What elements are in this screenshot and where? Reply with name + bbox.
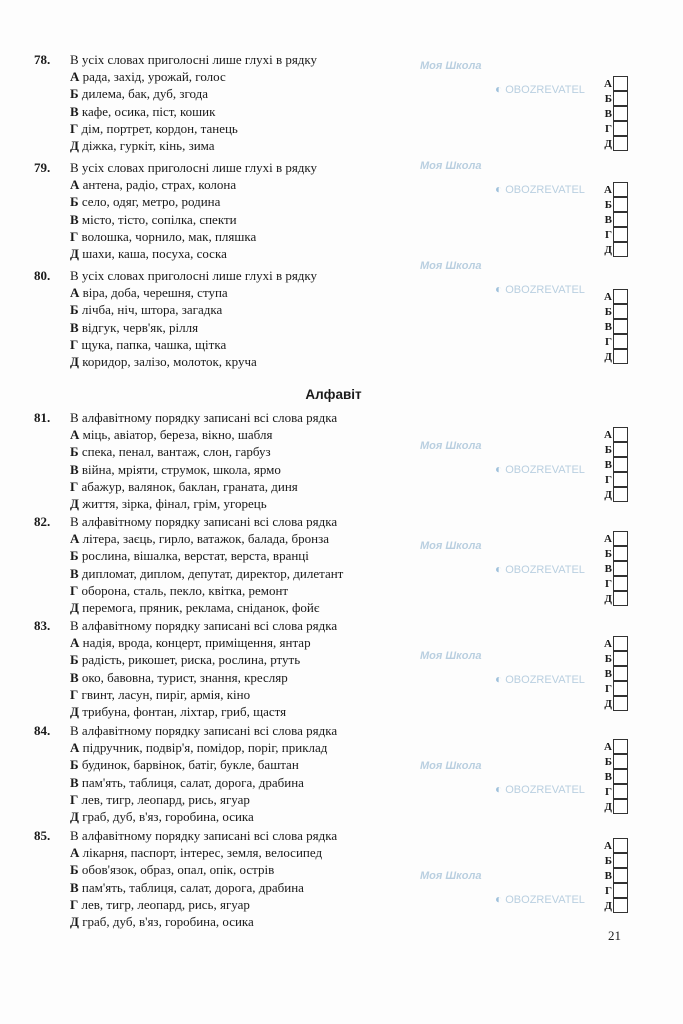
option-letter: Б — [70, 757, 79, 773]
watermark-obozrevatel: ◐ OBOZREVATEL — [495, 782, 585, 796]
option-letter: В — [70, 565, 79, 581]
option-letter: Г — [70, 686, 79, 702]
options-list — [70, 739, 327, 825]
answer-checkbox[interactable] — [613, 289, 628, 304]
answer-row — [602, 487, 628, 502]
option — [70, 913, 322, 930]
option-text: надія, врода, концерт, приміщення, янтар — [79, 635, 311, 651]
option-text: трибуна, фонтан, ліхтар, гриб, щастя — [78, 704, 287, 719]
answer-letter: Б — [604, 547, 612, 560]
question-stem: В алфавітному порядку записані всі слова рядка — [70, 410, 338, 425]
option-text: віра, доба, черешня, ступа — [79, 285, 228, 301]
answer-checkbox[interactable] — [613, 853, 628, 868]
option-text: пам'ять, таблиця, салат, дорога, драбина — [78, 879, 304, 895]
answer-checkbox[interactable] — [613, 91, 628, 106]
answer-checkbox[interactable] — [613, 442, 628, 457]
option-text: волошка, чорнило, мак, пляшка — [78, 228, 257, 244]
answer-letter: Д — [604, 899, 612, 912]
watermark-moya-shkola: Моя Школа — [420, 650, 482, 662]
option — [70, 651, 311, 668]
answer-row — [602, 681, 628, 696]
answer-letter: Б — [604, 755, 612, 768]
answer-letter: Д — [604, 137, 612, 150]
option-letter: Д — [70, 138, 79, 153]
option — [70, 478, 298, 495]
options-list — [70, 530, 343, 616]
answer-letter: Г — [605, 785, 612, 798]
option — [70, 669, 311, 686]
answer-row — [602, 666, 628, 681]
answer-checkbox[interactable] — [613, 591, 628, 606]
option — [70, 861, 322, 878]
option-letter: Г — [70, 228, 79, 244]
option-letter: Г — [70, 336, 79, 352]
option-text: коридор, залізо, молоток, круча — [78, 354, 257, 369]
question-number: 83. — [34, 618, 51, 633]
option — [70, 565, 343, 582]
question-number: 85. — [34, 828, 51, 843]
option-text: антена, радіо, страх, колона — [79, 177, 237, 193]
option-letter: А — [70, 177, 80, 193]
question-stem: В алфавітному порядку записані всі слова рядка — [70, 723, 338, 738]
option — [70, 68, 238, 85]
answer-checkbox[interactable] — [613, 319, 628, 334]
question-stem: В алфавітному порядку записані всі слова рядка — [70, 828, 338, 843]
answer-checkbox[interactable] — [613, 883, 628, 898]
option-text: війна, мріяти, струмок, школа, ярмо — [78, 461, 281, 477]
answer-checkbox[interactable] — [613, 898, 628, 913]
watermark-obozrevatel: ◐ OBOZREVATEL — [495, 82, 585, 96]
options-list — [70, 844, 322, 930]
answer-row — [602, 427, 628, 442]
option-text: лев, тигр, леопард, рись, ягуар — [78, 896, 250, 912]
option — [70, 176, 256, 193]
answer-letter: Д — [604, 243, 612, 256]
answer-row — [602, 242, 628, 257]
option-letter: Б — [70, 302, 79, 318]
answer-row — [602, 754, 628, 769]
answer-letter: В — [604, 869, 612, 882]
answer-row — [602, 546, 628, 561]
answer-checkbox[interactable] — [613, 651, 628, 666]
answer-checkbox[interactable] — [613, 334, 628, 349]
option-text: відгук, черв'як, рілля — [78, 319, 199, 335]
answer-letter: А — [604, 637, 612, 650]
option-letter: В — [70, 879, 79, 895]
option-text: щука, папка, чашка, щітка — [78, 336, 227, 352]
option — [70, 85, 238, 102]
options-list — [70, 634, 311, 720]
answer-letter: А — [604, 77, 612, 90]
option — [70, 353, 257, 370]
option-letter: Г — [70, 120, 79, 136]
option-letter: А — [70, 531, 80, 547]
option-text: оборона, сталь, пекло, квітка, ремонт — [78, 582, 289, 598]
answer-letter: В — [604, 770, 612, 783]
answer-row — [602, 591, 628, 606]
answer-row — [602, 334, 628, 349]
answer-grid — [602, 182, 628, 257]
option — [70, 495, 298, 512]
option-text: радість, рикошет, риска, рослина, ртуть — [78, 652, 301, 668]
option — [70, 301, 257, 318]
answer-letter: Г — [605, 577, 612, 590]
question-stem: В алфавітному порядку записані всі слова рядка — [70, 618, 338, 633]
option-letter: А — [70, 845, 80, 861]
watermark-moya-shkola: Моя Школа — [420, 260, 482, 272]
option — [70, 879, 322, 896]
watermark-obozrevatel: ◐ OBOZREVATEL — [495, 672, 585, 686]
answer-letter: В — [604, 107, 612, 120]
answer-row — [602, 212, 628, 227]
option-text: кафе, осика, піст, кошик — [78, 103, 216, 119]
question-number: 82. — [34, 514, 51, 529]
option-text: діжка, гуркіт, кінь, зима — [78, 138, 215, 153]
answer-checkbox[interactable] — [613, 754, 628, 769]
answer-checkbox[interactable] — [613, 427, 628, 442]
question-stem: В усіх словах приголосні лише глухі в рядку — [70, 268, 318, 283]
option — [70, 547, 343, 564]
answer-row — [602, 898, 628, 913]
option-text: рада, захід, урожай, голос — [79, 69, 226, 85]
option-text: лікарня, паспорт, інтерес, земля, велосипед — [79, 845, 323, 861]
answer-row — [602, 739, 628, 754]
option — [70, 426, 298, 443]
watermark-moya-shkola: Моя Школа — [420, 540, 482, 552]
answer-row — [602, 182, 628, 197]
answer-checkbox[interactable] — [613, 227, 628, 242]
answer-row — [602, 472, 628, 487]
option-text: гвинт, ласун, пиріг, армія, кіно — [78, 686, 251, 702]
answer-row — [602, 576, 628, 591]
option-letter: Д — [70, 354, 79, 369]
answer-letter: Б — [604, 198, 612, 211]
option-text: дім, портрет, кордон, танець — [78, 120, 238, 136]
option-text: дипломат, диплом, депутат, директор, дилетант — [78, 565, 344, 581]
answer-letter: А — [604, 740, 612, 753]
answer-row — [602, 289, 628, 304]
option-text: літера, заєць, гирло, ватажок, балада, бронза — [79, 531, 330, 547]
page-number: 21 — [608, 928, 621, 943]
answer-letter: А — [604, 532, 612, 545]
option — [70, 808, 327, 825]
answer-letter: Б — [604, 652, 612, 665]
answer-row — [602, 769, 628, 784]
option — [70, 791, 327, 808]
option-text: граб, дуб, в'яз, горобина, осика — [78, 809, 254, 824]
answer-row — [602, 868, 628, 883]
answer-checkbox[interactable] — [613, 76, 628, 91]
option-letter: В — [70, 774, 79, 790]
option-letter: Д — [70, 246, 79, 261]
watermark-obozrevatel: ◐ OBOZREVATEL — [495, 282, 585, 296]
answer-letter: Д — [604, 350, 612, 363]
option-letter: В — [70, 461, 79, 477]
answer-letter: Г — [605, 682, 612, 695]
answer-letter: Г — [605, 335, 612, 348]
options-list — [70, 426, 298, 512]
answer-letter: В — [604, 320, 612, 333]
answer-checkbox[interactable] — [613, 242, 628, 257]
answer-checkbox[interactable] — [613, 799, 628, 814]
answer-row — [602, 106, 628, 121]
answer-grid — [602, 289, 628, 364]
answer-row — [602, 136, 628, 151]
option — [70, 844, 322, 861]
options-list — [70, 176, 256, 262]
answer-row — [602, 319, 628, 334]
option-letter: Г — [70, 896, 79, 912]
option-text: дилема, бак, дуб, згода — [78, 86, 209, 102]
option-letter: В — [70, 103, 79, 119]
answer-row — [602, 696, 628, 711]
question-number: 79. — [34, 160, 51, 175]
option-letter: Б — [70, 652, 79, 668]
option-letter: А — [70, 740, 80, 756]
answer-checkbox[interactable] — [613, 784, 628, 799]
answer-letter: Г — [605, 228, 612, 241]
answer-row — [602, 784, 628, 799]
answer-checkbox[interactable] — [613, 349, 628, 364]
option — [70, 703, 311, 720]
option-letter: Д — [70, 600, 79, 615]
option-letter: А — [70, 69, 80, 85]
option — [70, 211, 256, 228]
option-text: спека, пенал, вантаж, слон, гарбуз — [78, 444, 271, 460]
answer-letter: А — [604, 290, 612, 303]
option-text: обов'язок, образ, опал, опік, острів — [78, 862, 275, 878]
answer-letter: В — [604, 213, 612, 226]
answer-letter: А — [604, 839, 612, 852]
option-text: місто, тісто, сопілка, спекти — [78, 211, 237, 227]
answer-checkbox[interactable] — [613, 457, 628, 472]
answer-grid — [602, 636, 628, 711]
answer-grid — [602, 739, 628, 814]
answer-letter: Б — [604, 305, 612, 318]
option-text: граб, дуб, в'яз, горобина, осика — [78, 914, 254, 929]
option-letter: Г — [70, 582, 79, 598]
option — [70, 739, 327, 756]
option-text: рослина, вішалка, верстат, верста, вранці — [78, 548, 309, 564]
answer-checkbox[interactable] — [613, 304, 628, 319]
answer-letter: Б — [604, 854, 612, 867]
option-letter: Б — [70, 444, 79, 460]
answer-row — [602, 561, 628, 576]
answer-row — [602, 883, 628, 898]
answer-checkbox[interactable] — [613, 739, 628, 754]
answer-checkbox[interactable] — [613, 487, 628, 502]
answer-checkbox[interactable] — [613, 666, 628, 681]
option — [70, 137, 238, 154]
option — [70, 193, 256, 210]
answer-grid — [602, 531, 628, 606]
answer-row — [602, 838, 628, 853]
watermark-moya-shkola: Моя Школа — [420, 60, 482, 72]
answer-letter: Б — [604, 92, 612, 105]
option — [70, 284, 257, 301]
option-text: підручник, подвір'я, помідор, поріг, приклад — [79, 740, 328, 756]
answer-checkbox[interactable] — [613, 576, 628, 591]
option — [70, 443, 298, 460]
answer-checkbox[interactable] — [613, 561, 628, 576]
answer-row — [602, 457, 628, 472]
watermark-obozrevatel: ◐ OBOZREVATEL — [495, 562, 585, 576]
question-number: 78. — [34, 52, 51, 67]
answer-letter: В — [604, 667, 612, 680]
answer-row — [602, 636, 628, 651]
option-text: шахи, каша, посуха, соска — [78, 246, 227, 261]
option — [70, 686, 311, 703]
option-letter: Б — [70, 86, 79, 102]
answer-letter: Д — [604, 592, 612, 605]
answer-row — [602, 651, 628, 666]
answer-checkbox[interactable] — [613, 136, 628, 151]
question-stem: В алфавітному порядку записані всі слова рядка — [70, 514, 338, 529]
option — [70, 336, 257, 353]
answer-checkbox[interactable] — [613, 197, 628, 212]
option-text: абажур, валянок, баклан, граната, диня — [78, 478, 298, 494]
answer-grid — [602, 76, 628, 151]
question-number: 81. — [34, 410, 51, 425]
answer-checkbox[interactable] — [613, 681, 628, 696]
answer-grid — [602, 427, 628, 502]
answer-row — [602, 197, 628, 212]
answer-letter: Д — [604, 800, 612, 813]
watermark-obozrevatel: ◐ OBOZREVATEL — [495, 462, 585, 476]
option-letter: В — [70, 319, 79, 335]
answer-checkbox[interactable] — [613, 472, 628, 487]
section-title — [0, 387, 683, 402]
watermark-moya-shkola: Моя Школа — [420, 440, 482, 452]
option — [70, 461, 298, 478]
option — [70, 599, 343, 616]
answer-grid — [602, 838, 628, 913]
answer-row — [602, 531, 628, 546]
option — [70, 756, 327, 773]
option-text: око, бавовна, турист, знання, кресляр — [78, 669, 288, 685]
answer-checkbox[interactable] — [613, 696, 628, 711]
option-text: будинок, барвінок, батіг, букле, баштан — [78, 757, 299, 773]
option-letter: Д — [70, 496, 79, 511]
answer-checkbox[interactable] — [613, 838, 628, 853]
answer-row — [602, 121, 628, 136]
option-text: село, одяг, метро, родина — [78, 194, 221, 210]
option-letter: Б — [70, 548, 79, 564]
answer-row — [602, 349, 628, 364]
option-letter: Г — [70, 478, 79, 494]
answer-letter: Г — [605, 473, 612, 486]
watermark-moya-shkola: Моя Школа — [420, 760, 482, 772]
answer-checkbox[interactable] — [613, 212, 628, 227]
question-stem: В усіх словах приголосні лише глухі в рядку — [70, 52, 318, 67]
answer-letter: Б — [604, 443, 612, 456]
option — [70, 120, 238, 137]
answer-row — [602, 76, 628, 91]
answer-checkbox[interactable] — [613, 121, 628, 136]
answer-row — [602, 442, 628, 457]
option — [70, 103, 238, 120]
options-list — [70, 284, 257, 370]
answer-letter: Г — [605, 884, 612, 897]
answer-checkbox[interactable] — [613, 868, 628, 883]
answer-letter: Д — [604, 697, 612, 710]
option-letter: Б — [70, 194, 79, 210]
option-text: пам'ять, таблиця, салат, дорога, драбина — [78, 774, 304, 790]
option-letter: Д — [70, 809, 79, 824]
watermark-moya-shkola: Моя Школа — [420, 870, 482, 882]
section-title-text: Алфавіт — [305, 387, 362, 402]
option-text: життя, зірка, фінал, грім, угорець — [78, 496, 267, 511]
option — [70, 634, 311, 651]
answer-checkbox[interactable] — [613, 106, 628, 121]
option — [70, 530, 343, 547]
watermark-obozrevatel: ◐ OBOZREVATEL — [495, 892, 585, 906]
answer-row — [602, 227, 628, 242]
option — [70, 896, 322, 913]
option-text: міць, авіатор, береза, вікно, шабля — [79, 427, 273, 443]
answer-letter: А — [604, 428, 612, 441]
answer-checkbox[interactable] — [613, 182, 628, 197]
option-letter: В — [70, 669, 79, 685]
answer-letter: Г — [605, 122, 612, 135]
option-letter: А — [70, 427, 80, 443]
answer-letter: А — [604, 183, 612, 196]
watermark-obozrevatel: ◐ OBOZREVATEL — [495, 182, 585, 196]
answer-row — [602, 853, 628, 868]
option-text: лев, тигр, леопард, рись, ягуар — [78, 791, 250, 807]
answer-checkbox[interactable] — [613, 636, 628, 651]
answer-checkbox[interactable] — [613, 546, 628, 561]
options-list — [70, 68, 238, 154]
question-number: 84. — [34, 723, 51, 738]
answer-row — [602, 304, 628, 319]
option-letter: Д — [70, 704, 79, 719]
answer-letter: В — [604, 562, 612, 575]
option-letter: Д — [70, 914, 79, 929]
answer-letter: В — [604, 458, 612, 471]
answer-row — [602, 91, 628, 106]
option-letter: А — [70, 285, 80, 301]
question-stem: В усіх словах приголосні лише глухі в рядку — [70, 160, 318, 175]
answer-checkbox[interactable] — [613, 531, 628, 546]
option-letter: Г — [70, 791, 79, 807]
answer-checkbox[interactable] — [613, 769, 628, 784]
option — [70, 319, 257, 336]
option — [70, 245, 256, 262]
option — [70, 228, 256, 245]
answer-row — [602, 799, 628, 814]
option-text: лічба, ніч, штора, загадка — [78, 302, 223, 318]
option-letter: Б — [70, 862, 79, 878]
option-letter: А — [70, 635, 80, 651]
option-letter: В — [70, 211, 79, 227]
answer-letter: Д — [604, 488, 612, 501]
watermark-moya-shkola: Моя Школа — [420, 160, 482, 172]
question-number: 80. — [34, 268, 51, 283]
option — [70, 774, 327, 791]
option-text: перемога, пряник, реклама, сніданок, фойє — [78, 600, 320, 615]
option — [70, 582, 343, 599]
